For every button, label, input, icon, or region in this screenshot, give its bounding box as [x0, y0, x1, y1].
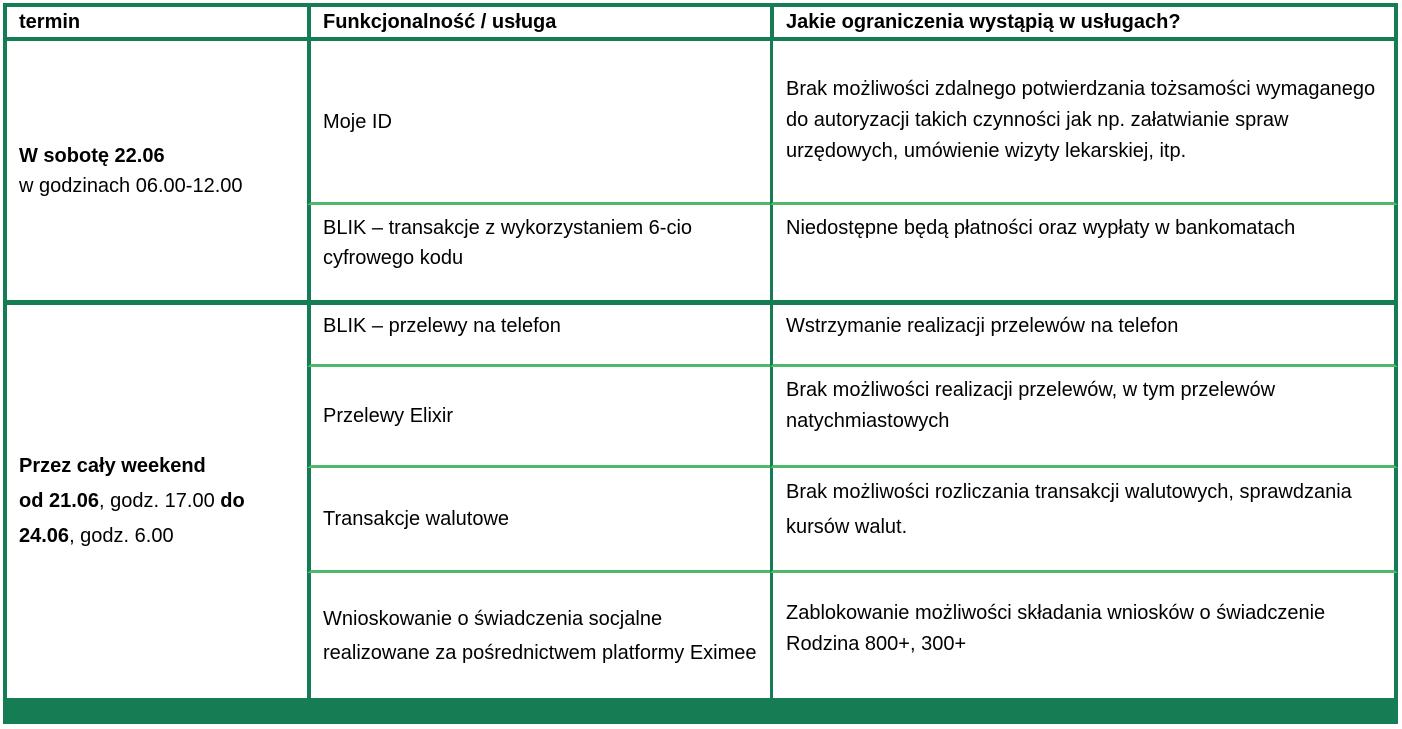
limits-text: Brak możliwości realizacji przelewów, w tym przelewów natychmiastowych — [786, 379, 1276, 432]
service-cell — [307, 305, 770, 367]
limits-cell — [770, 305, 1398, 367]
outage-table-frame — [3, 3, 1398, 724]
service-cell — [307, 205, 770, 305]
service-label: BLIK – przelewy na telefon — [323, 315, 561, 337]
service-label: Moje ID — [323, 110, 392, 133]
header-termin: termin — [3, 3, 307, 41]
service-label: Wnioskowanie o świadczenia socjalne realizowane za pośrednictwem platformy Eximee — [323, 607, 757, 664]
service-label: Transakcje walutowe — [323, 508, 510, 530]
limits-text: Zablokowanie możliwości składania wniosków o świadczenie Rodzina 800+, 300+ — [786, 601, 1326, 655]
header-service: Funkcjonalność / usługa — [307, 3, 770, 41]
limits-cell — [770, 573, 1398, 702]
termin-cell-group2 — [3, 305, 307, 702]
limits-cell — [770, 205, 1398, 305]
service-cell — [307, 41, 770, 205]
termin-group2-from-date: od 21.06 — [19, 490, 100, 512]
limits-cell — [770, 367, 1398, 468]
termin-group2-to-time: , godz. 6.00 — [69, 525, 174, 547]
limits-cell — [770, 41, 1398, 205]
header-limits: Jakie ograniczenia wystąpią w usługach? — [770, 3, 1398, 41]
service-label: BLIK – transakcje z wykorzystaniem 6-cio cyfrowego kodu — [323, 217, 693, 269]
service-cell — [307, 367, 770, 468]
limits-text: Niedostępne będą płatności oraz wypłaty w bankomatach — [786, 217, 1296, 239]
service-cell — [307, 468, 770, 573]
termin-group1-date: W sobotę 22.06 — [19, 144, 165, 167]
table-header-row — [3, 3, 1398, 41]
termin-group2-to-word: do — [220, 490, 245, 512]
termin-group2-title: Przez cały weekend — [19, 455, 206, 477]
limits-cell — [770, 468, 1398, 573]
termin-cell-group1 — [3, 41, 307, 305]
termin-group2-from-time: , godz. 17.00 — [99, 490, 221, 512]
limits-text: Brak możliwości rozliczania transakcji walutowych, sprawdzania kursów walut. — [786, 481, 1352, 538]
limits-text: Wstrzymanie realizacji przelewów na telefon — [786, 315, 1179, 337]
termin-group1-hours: w godzinach 06.00-12.00 — [19, 174, 243, 197]
table-row — [3, 305, 1398, 367]
table-row — [3, 41, 1398, 205]
service-label: Przelewy Elixir — [323, 405, 454, 427]
limits-text: Brak możliwości zdalnego potwierdzania tożsamości wymaganego do autoryzacji takich czynności jak np. załatwianie spraw urzędowych, umówienie wizyty lekarskiej, itp. — [786, 78, 1376, 162]
outage-table — [3, 3, 1398, 702]
termin-group2-to-date: 24.06 — [19, 525, 70, 547]
service-cell — [307, 573, 770, 702]
